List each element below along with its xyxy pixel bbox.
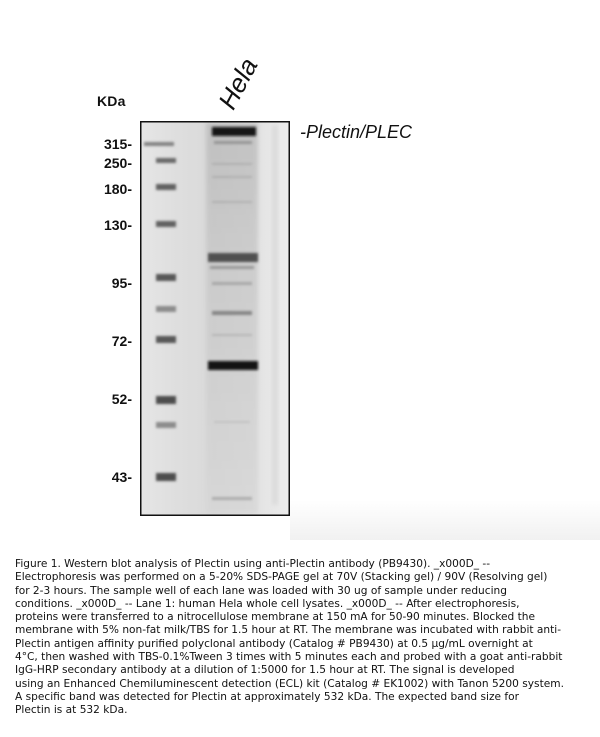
kda-unit-label: KDa bbox=[97, 93, 126, 109]
caption-line: A specific band was detected for Plectin at approximately 532 kDa. The expected band size for bbox=[15, 690, 519, 703]
marker-label-52: 52- bbox=[111, 391, 132, 407]
caption-line: IgG-HRP secondary antibody at a dilution of 1:5000 for 1.5 hour at RT. The signal is developed bbox=[15, 664, 515, 677]
marker-label-315: 315- bbox=[103, 136, 132, 152]
marker-label-180: 180- bbox=[103, 181, 132, 197]
lane-label-hela: Hela bbox=[212, 52, 264, 115]
marker-label-250: 250- bbox=[103, 155, 132, 171]
caption-line: 4°C, then washed with TBS-0.1%Tween 3 times with 5 minutes each and probed with a goat anti-rabbit bbox=[15, 651, 563, 664]
caption-line: for 2-3 hours. The sample well of each lane was loaded with 30 ug of sample under reducing bbox=[15, 584, 507, 597]
caption-line: Electrophoresis was performed on a 5-20% SDS-PAGE gel at 70V (Stacking gel) / 90V (Resolving gel) bbox=[15, 571, 548, 584]
figure-caption bbox=[15, 558, 595, 718]
caption-line: using an Enhanced Chemiluminescent detection (ECL) kit (Catalog # EK1002) with Tanon 5200 system. bbox=[15, 677, 564, 690]
marker-label-43: 43- bbox=[111, 469, 132, 485]
marker-label-72: 72- bbox=[111, 333, 132, 349]
caption-line: Figure 1. Western blot analysis of Plectin using anti-Plectin antibody (PB9430). _x000D_ -- bbox=[15, 558, 491, 570]
marker-label-130: 130- bbox=[103, 217, 132, 233]
caption-line: membrane with 5% non-fat milk/TBS for 1.5 hour at RT. The membrane was incubated with rabbit anti- bbox=[15, 624, 562, 637]
plectin-band-label: -Plectin/PLEC bbox=[300, 122, 413, 142]
caption-line: Plectin antigen affinity purified polyclonal antibody (Catalog # PB9430) at 0.5 μg/mL overnight at bbox=[15, 637, 533, 650]
scan-shading bbox=[290, 500, 600, 540]
caption-line: Plectin is at 532 kDa. bbox=[15, 704, 128, 717]
caption-line: conditions. _x000D_ -- Lane 1: human Hela whole cell lysates. _x000D_ -- After electrophoresis, bbox=[15, 597, 520, 610]
caption-line: proteins were transferred to a nitrocellulose membrane at 150 mA for 50-90 minutes. Blocked the bbox=[15, 611, 535, 624]
blot-image bbox=[140, 121, 290, 516]
marker-label-95: 95- bbox=[111, 275, 132, 291]
